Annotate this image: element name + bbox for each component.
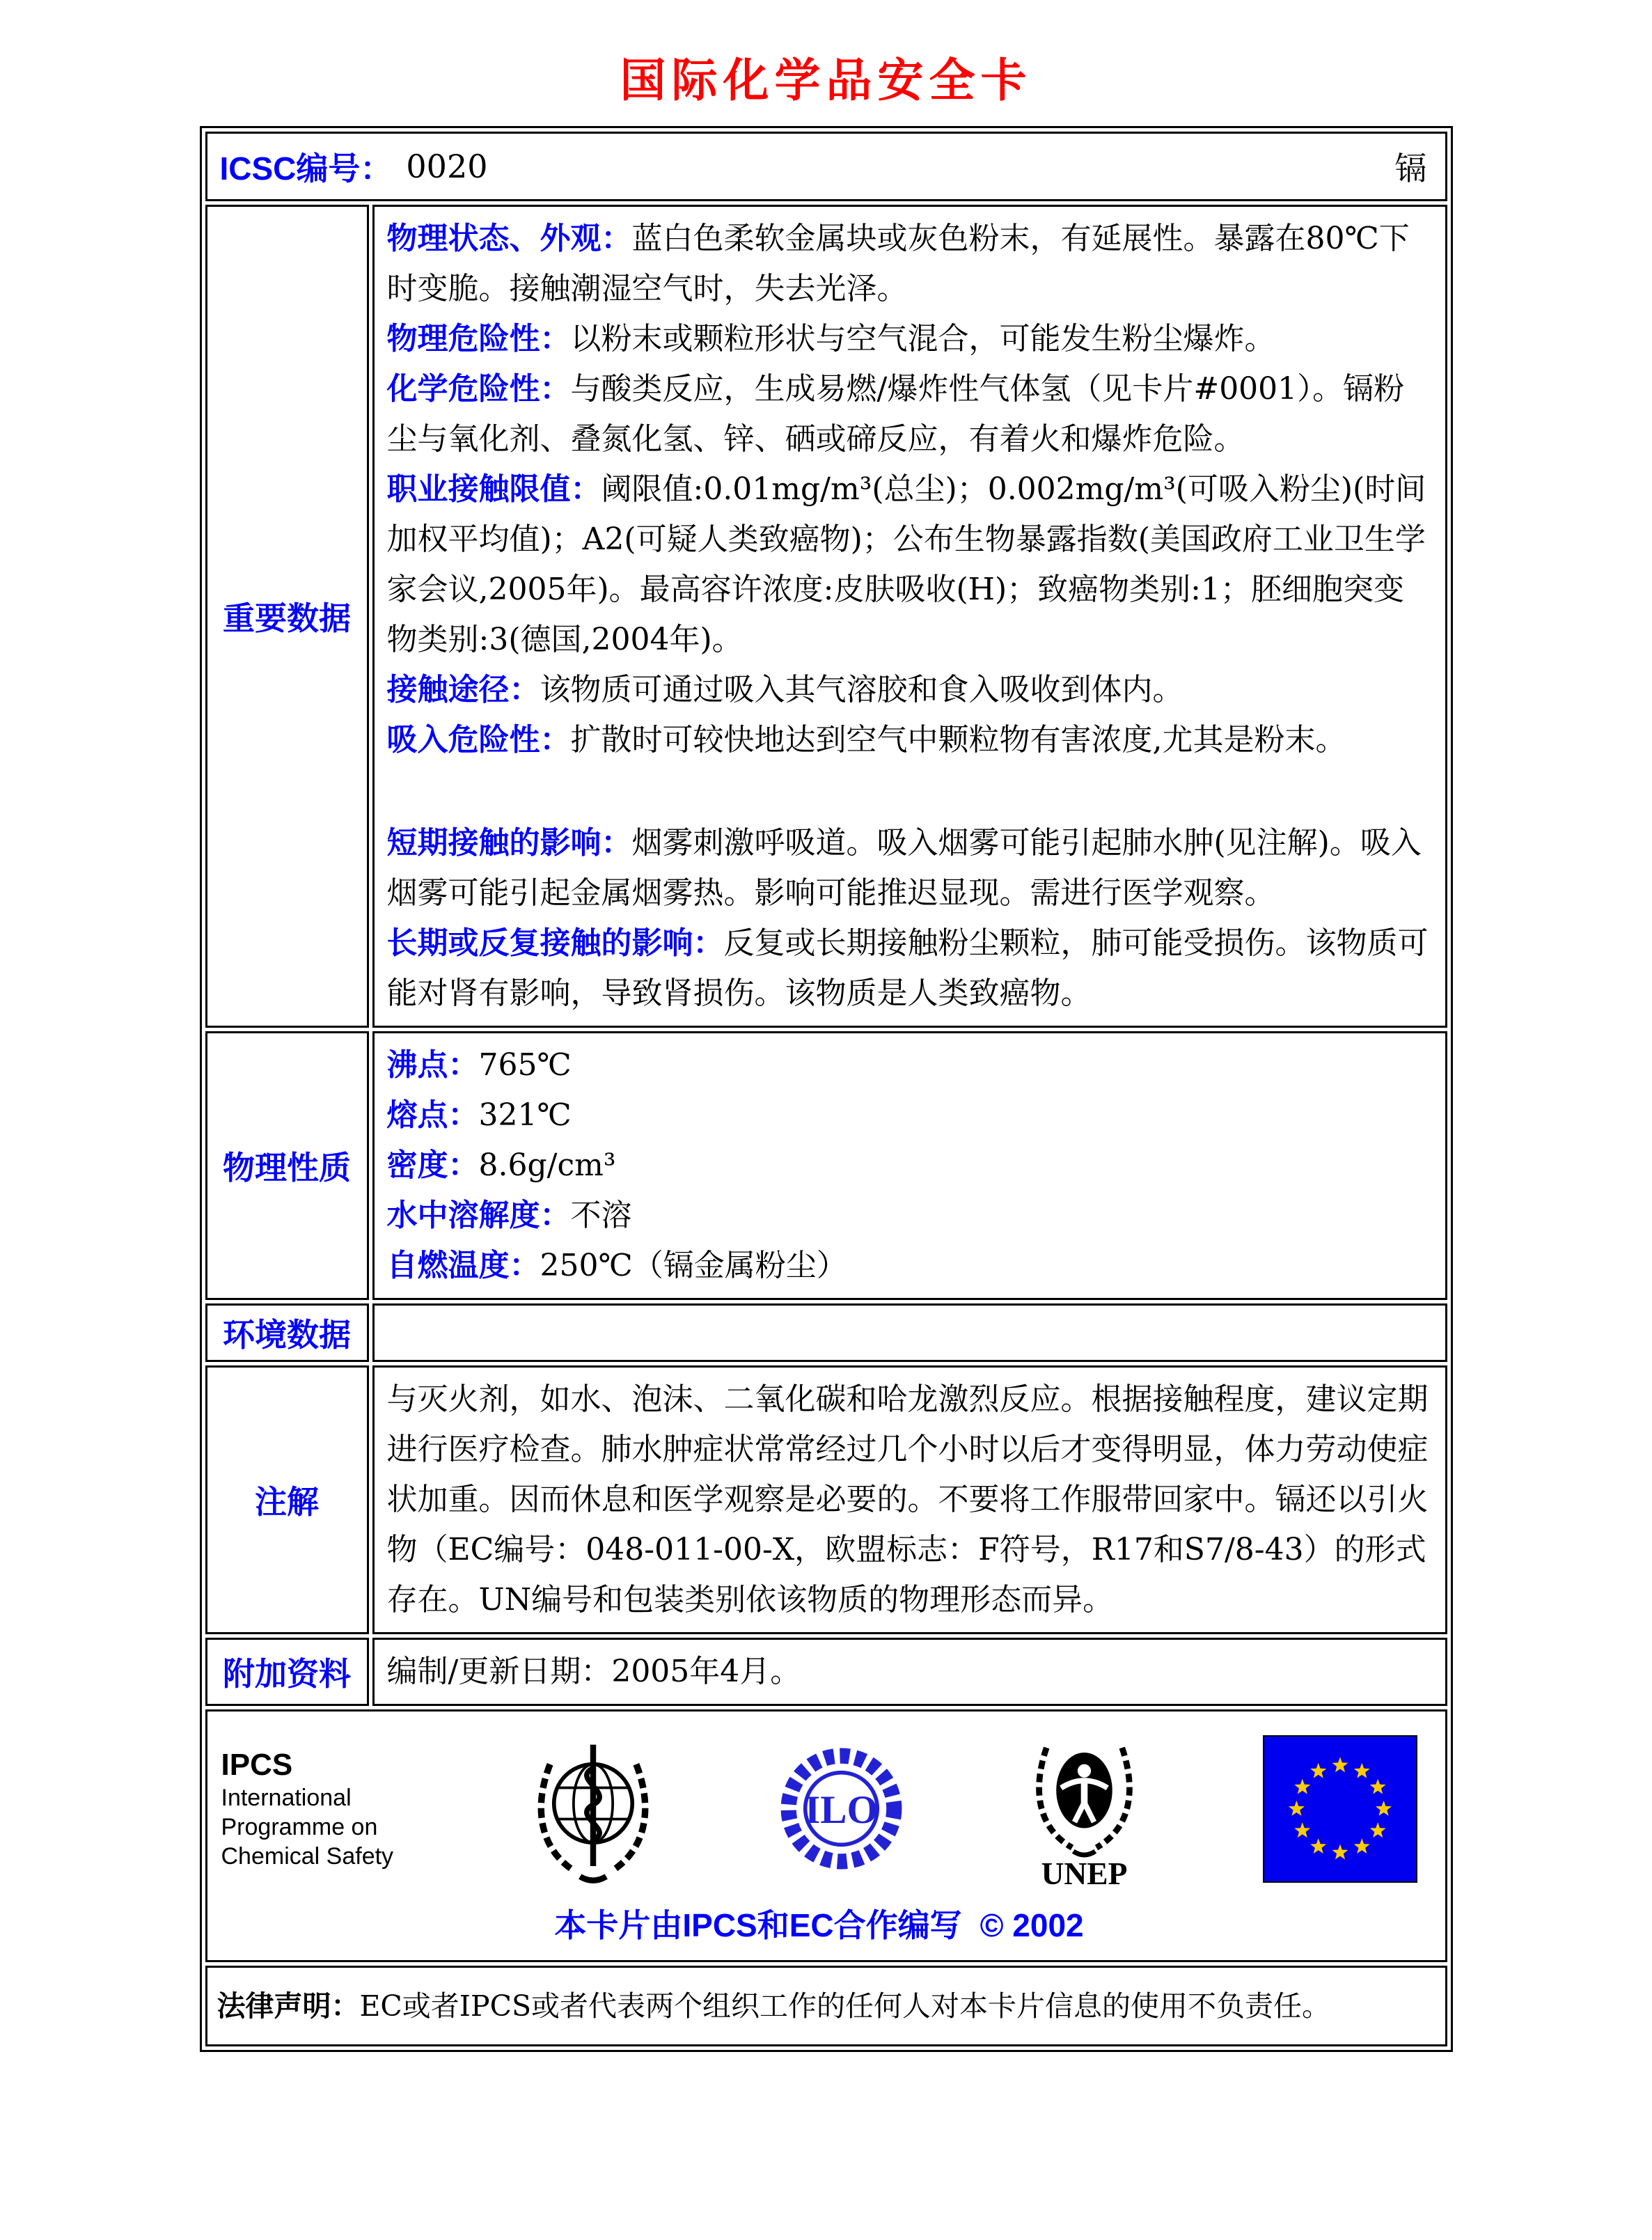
item-label: 自燃温度： [386,1248,540,1283]
environmental-data-content [372,1303,1447,1362]
item-label: 职业接触限值： [386,472,601,506]
additional-info-content: 编制/更新日期：2005年4月。 [372,1638,1447,1706]
section-label-additional-info: 附加资料 [205,1638,369,1706]
ilo-icon [777,1744,906,1873]
item-label: 物理状态、外观： [386,221,632,256]
svg-text:ILO: ILO [804,1787,878,1832]
item-text: 烟雾刺激呼吸道。吸入烟雾可能引起肺水肿(见注解)。吸入烟雾可能引起金属烟雾热。影响可能推迟显现。需进行医学观察。 [386,825,1422,911]
item-label: 密度： [386,1148,479,1182]
ipcs-text-block [221,1747,409,1871]
notes-content: 与灭火剂，如水、泡沫、二氧化碳和哈龙激烈反应。根据接触程度，建议定期进行医疗检查。肺水肿症状常常经过几个小时以后才变得明显，体力劳动使症状加重。因而休息和医学观察是必要的。不要将工作服带回家中。镉还以引火物（EC编号：048-011-00-X，欧盟标志：F符号，R17和S7/8-43）的形式存在。UN编号和包装类别依该物质的物理形态而异。 [372,1365,1447,1634]
item-text: 250℃（镉金属粉尘） [540,1248,847,1283]
physical-properties-content [372,1031,1447,1300]
chemical-name: 镉 [1394,150,1427,187]
physical-item [387,1040,1433,1090]
important-item [387,314,1433,364]
icsc-number-value: 0020 [406,148,488,185]
page-title: 国际化学品安全卡 [620,54,1032,106]
important-item [387,918,1433,1019]
item-text: 扩散时可较快地达到空气中颗粒物有害浓度,尤其是粉末。 [570,722,1346,758]
item-label: 水中溶解度： [386,1198,571,1232]
caption-text: 本卡片由IPCS和EC合作编写 [554,1907,962,1943]
important-item [387,464,1433,665]
item-text: 阈限值:0.01mg/m³(总尘)；0.002mg/m³(可吸入粉尘)(时间加权平均值)；A2(可疑人类致癌物)；公布生物暴露指数(美国政府工业卫生学家会议,2005年)。最高容许浓度:皮肤吸收(H)；致癌物类别:1；胚细胞突变物类别:3(德国,2004年)。 [386,471,1426,657]
ipcs-line: Chemical Safety [221,1842,394,1870]
physical-item [387,1191,1433,1241]
item-label: 熔点： [386,1098,479,1132]
item-text: 8.6g/cm³ [478,1148,616,1183]
ipcs-line: International [221,1784,352,1811]
item-label: 化学危险性： [386,372,571,406]
icsc-card [200,126,1453,2052]
item-text: 不溶 [570,1198,632,1233]
important-item [387,715,1433,765]
important-item [387,214,1433,314]
item-label: 短期接触的影响： [386,826,632,860]
section-label-environmental-data: 环境数据 [205,1303,369,1362]
icsc-number-label: ICSC编号： [219,150,393,187]
legal-row [205,1966,1447,2046]
important-item [387,364,1433,464]
who-icon [527,1730,659,1887]
cooperation-caption [221,1900,1417,1946]
item-label: 沸点： [386,1048,479,1082]
item-label: 物理危险性： [386,322,571,356]
logos-row [205,1709,1447,1962]
section-label-physical-properties: 物理性质 [205,1031,369,1300]
unep-icon [1023,1727,1145,1890]
item-text: 765℃ [478,1047,572,1083]
ipcs-line: Programme on [221,1813,378,1840]
item-label: 长期或反复接触的影响： [386,926,724,960]
item-label: 吸入危险性： [386,723,571,757]
header-row [205,132,1447,201]
physical-item [387,1141,1433,1191]
section-label-notes: 注解 [205,1365,369,1634]
item-text: 反复或长期接触粉尘颗粒，肺可能受损伤。该物质可能对肾有影响，导致肾损伤。该物质是人类致癌物。 [386,925,1429,1011]
important-data-content [372,205,1447,1028]
item-text: 该物质可通过吸入其气溶胶和食入吸收到体内。 [540,672,1183,707]
svg-text:UNEP: UNEP [1041,1856,1127,1890]
important-item [387,818,1433,918]
icsc-table [200,126,1453,2052]
eu-flag-icon [1263,1735,1417,1883]
section-label-important-data: 重要数据 [205,205,369,1028]
copyright-text: © 2002 [980,1907,1084,1943]
legal-label: 法律声明： [217,1990,360,2022]
item-text: 与酸类反应，生成易燃/爆炸性气体氢（见卡片#0001）。镉粉尘与氧化剂、叠氮化氢、锌、硒或碲反应，有着火和爆炸危险。 [386,371,1405,457]
item-text: 321℃ [478,1097,572,1133]
item-text: 蓝白色柔软金属块或灰色粉末，有延展性。暴露在80℃下时变脆。接触潮湿空气时，失去光泽。 [386,221,1410,306]
item-label: 接触途径： [386,673,540,707]
item-text: 以粉末或颗粒形状与空气混合，可能发生粉尘爆炸。 [570,321,1275,357]
important-item [387,665,1433,715]
ipcs-abbr: IPCS [221,1747,293,1782]
physical-item [387,1090,1433,1141]
physical-item [387,1241,1433,1291]
legal-text: EC或者IPCS或者代表两个组织工作的任何人对本卡片信息的使用不负责任。 [359,1989,1331,2023]
